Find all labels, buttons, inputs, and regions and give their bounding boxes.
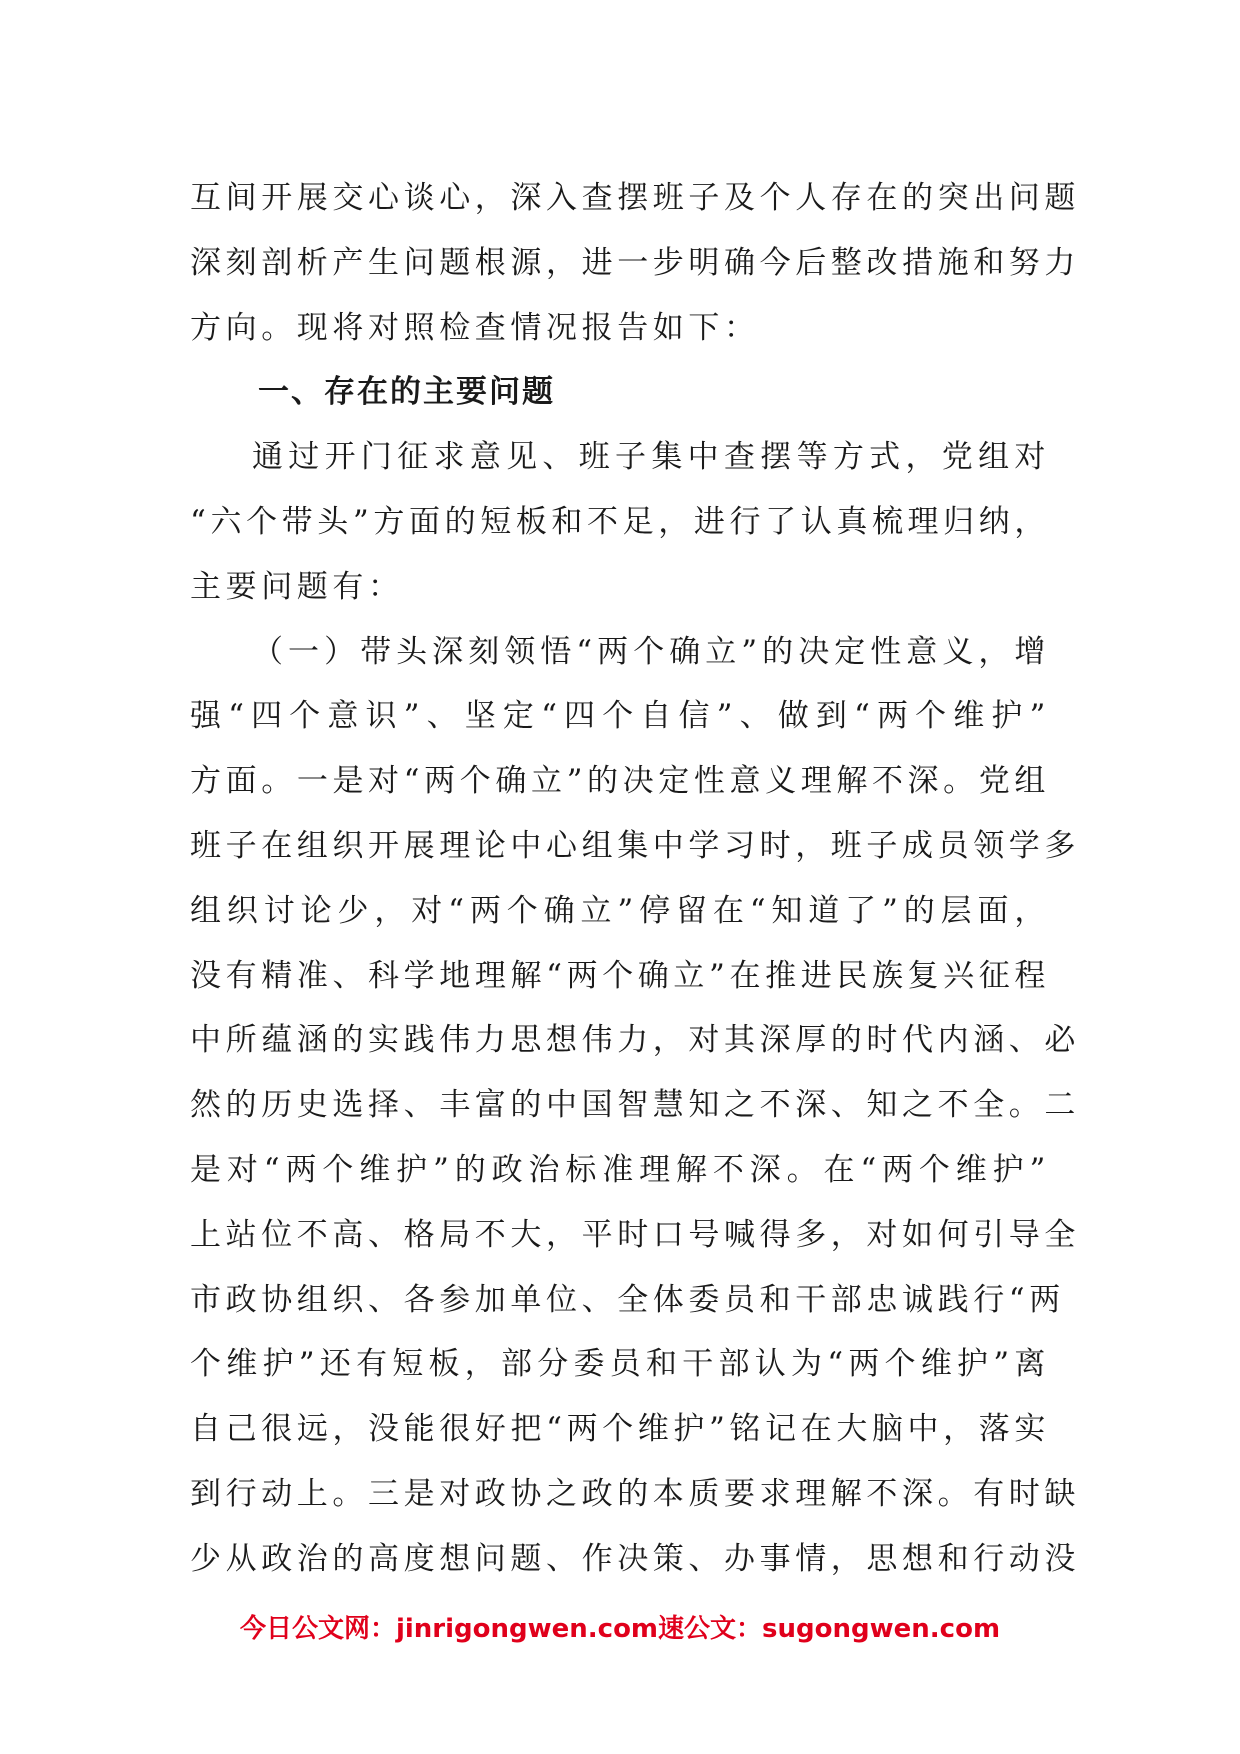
body-line: 到行动上。三是对政协之政的本质要求理解不深。有时缺 [190,1475,1080,1512]
body-line: 通过开门征求意见、班子集中查摆等方式，党组对 [252,439,1050,476]
footer-site1-url[interactable]: jinrigongwen.com [395,1614,659,1644]
body-line: 自己很远，没能很好把“两个维护”铭记在大脑中，落实 [190,1411,1050,1448]
body-line: 市政协组织、各参加单位、全体委员和干部忠诚践行“两 [190,1281,1065,1318]
body-line: 班子在组织开展理论中心组集中学习时，班子成员领学多 [190,827,1080,864]
section-heading: 一、存在的主要问题 [258,374,555,411]
body-line: 方面。一是对“两个确立”的决定性意义理解不深。党组 [190,763,1050,800]
body-line: 个维护”还有短板，部分委员和干部认为“两个维护”离 [190,1346,1050,1383]
footer-site2-label: 速公文： [658,1614,763,1644]
body-line: “六个带头”方面的短板和不足，进行了认真梳理归纳， [190,503,1050,540]
body-line: 没有精准、科学地理解“两个确立”在推进民族复兴征程 [190,957,1050,994]
footer-site1-label: 今日公文网： [239,1614,396,1644]
body-line: 方向。现将对照检查情况报告如下： [190,309,760,346]
body-line: 少从政治的高度想问题、作决策、办事情，思想和行动没 [190,1540,1080,1577]
body-line: 互间开展交心谈心，深入查摆班子及个人存在的突出问题 [190,180,1080,216]
body-line: 深刻剖析产生问题根源，进一步明确今后整改措施和努力 [190,244,1080,281]
footer-site2-url[interactable]: sugongwen.com [762,1614,1001,1644]
body-line: （一）带头深刻领悟“两个确立”的决定性意义，增 [252,633,1050,670]
document-body [190,166,1080,1592]
body-line: 强“四个意识”、坚定“四个自信”、做到“两个维护” [190,698,1050,735]
body-line: 中所蕴涵的实践伟力思想伟力，对其深厚的时代内涵、必 [190,1022,1080,1059]
body-line: 组织讨论少，对“两个确立”停留在“知道了”的层面， [190,892,1050,929]
body-line: 然的历史选择、丰富的中国智慧知之不深、知之不全。二 [190,1087,1080,1124]
body-line: 主要问题有： [190,568,404,605]
body-line: 是对“两个维护”的政治标准理解不深。在“两个维护” [190,1151,1050,1188]
body-line: 上站位不高、格局不大，平时口号喊得多，对如何引导全 [190,1216,1080,1253]
footer-watermark [0,1608,1240,1645]
